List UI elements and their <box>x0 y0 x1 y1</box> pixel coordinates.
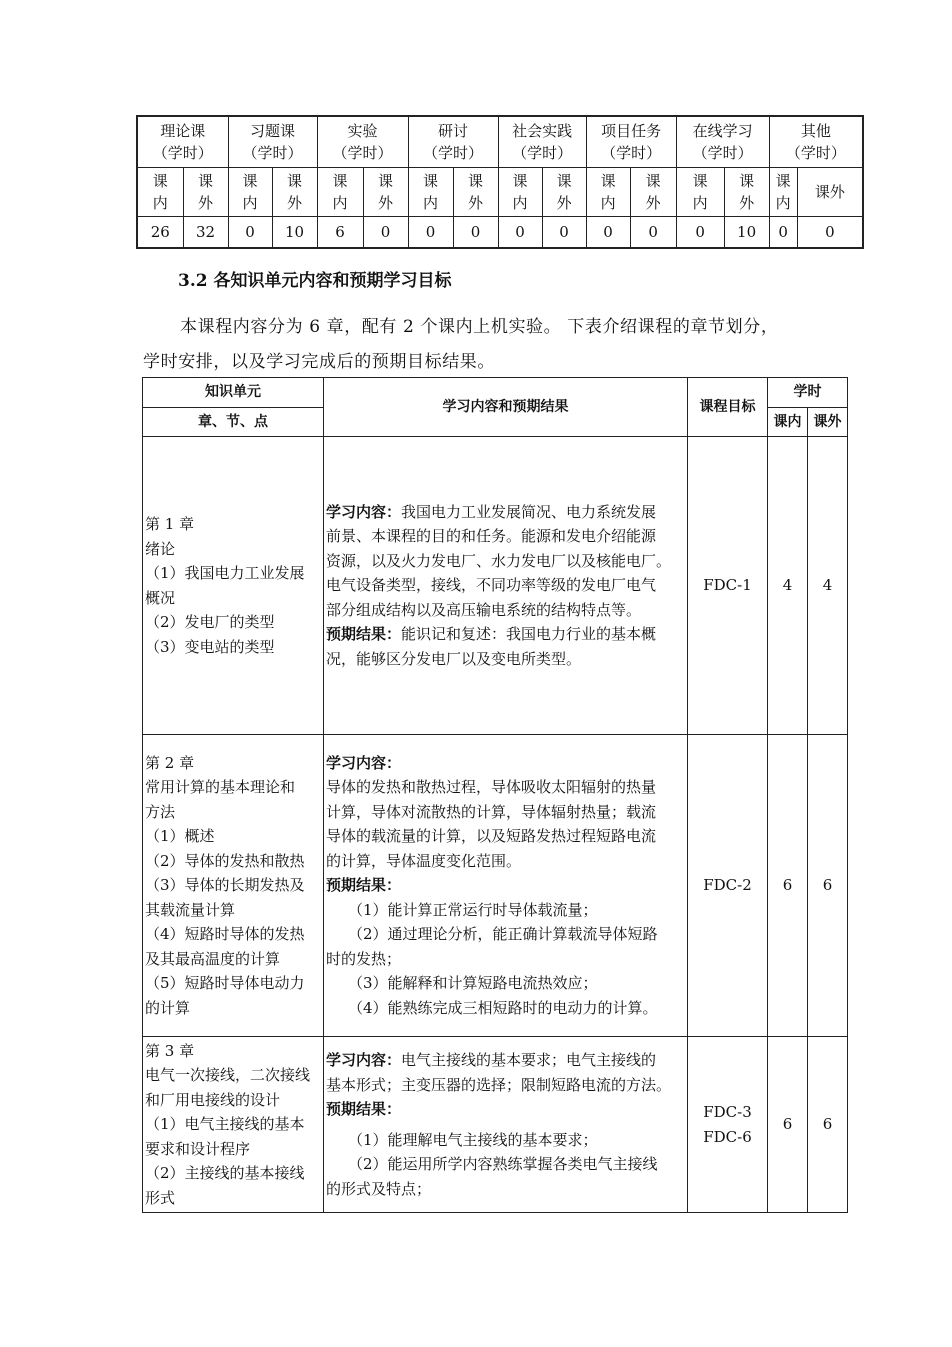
content-line <box>326 751 685 776</box>
header-unit-sub: 章、节、点 <box>143 408 324 437</box>
unit-row <box>143 1037 848 1213</box>
hours-sub-out: 课 外 <box>630 168 676 217</box>
hours-sub-out: 课 外 <box>453 168 498 217</box>
header-goal: 课程目标 <box>688 378 768 437</box>
content-text: 电气主接线的基本要求；电气主接线的 <box>401 1051 657 1069</box>
header-hours: 学时 <box>768 378 848 408</box>
intro-paragraph-line: 本课程内容分为 6 章，配有 2 个课内上机实验。 下表介绍课程的章节划分， <box>180 317 779 337</box>
units-header-row <box>143 378 848 408</box>
chapter-line: 第 3 章 <box>145 1041 195 1060</box>
content-label: 预期结果： <box>326 625 402 644</box>
hours-table <box>136 115 864 249</box>
chapter-line: 常用计算的基本理论和 <box>145 778 296 797</box>
hours-sub-out: 课 外 <box>272 168 317 217</box>
goal-code: FDC-1 <box>703 576 752 595</box>
chapter-line: （2）主接线的基本接线 <box>145 1164 305 1183</box>
chapter-cell <box>143 735 324 1037</box>
chapter-line: 的计算 <box>145 998 191 1017</box>
content-line <box>326 1097 685 1122</box>
hours-category-row <box>137 116 863 168</box>
hours-value-row <box>137 217 863 249</box>
hours-sub-in: 课 内 <box>498 168 542 217</box>
goal-code: FDC-3 <box>703 1103 752 1121</box>
content-line: （1）能计算正常运行时导体载流量； <box>348 900 598 919</box>
unit-row <box>143 735 848 1037</box>
content-line: （2）能运用所学内容熟练掌握各类电气主接线 <box>348 1155 658 1173</box>
chapter-line: 第 1 章 <box>145 515 195 533</box>
chapter-line: 电气一次接线，二次接线 <box>145 1066 311 1085</box>
content-line: 时的发热； <box>326 949 402 968</box>
hours-value: 0 <box>630 217 676 249</box>
hours-sub-out: 课 外 <box>363 168 408 217</box>
goal-cell <box>688 735 768 1037</box>
hours-out-cell: 6 <box>808 1037 848 1213</box>
chapter-line: （4）短路时导体的发热 <box>145 925 305 944</box>
header-hours-out: 课外 <box>808 408 848 437</box>
content-text: 能识记和复述：我国电力行业的基本概 <box>401 625 657 644</box>
content-line: 部分组成结构以及高压输电系统的结构特点等。 <box>326 600 642 619</box>
hours-value: 0 <box>498 217 542 249</box>
chapter-line: （2）发电厂的类型 <box>145 613 275 631</box>
hours-sub-in: 课 内 <box>586 168 630 217</box>
hours-sub-out: 课 外 <box>183 168 228 217</box>
unit-row <box>143 437 848 735</box>
content-line: （3）能解释和计算短路电流热效应； <box>348 974 598 993</box>
chapter-line: 形式 <box>145 1188 176 1207</box>
content-line <box>326 500 685 525</box>
hours-sub-in: 课 内 <box>676 168 724 217</box>
hours-category: 研讨 （学时） <box>408 116 498 168</box>
header-content: 学习内容和预期结果 <box>324 378 688 437</box>
goal-code: FDC-6 <box>703 1127 752 1146</box>
content-line: 计算，导体对流散热的计算，导体辐射热量；载流 <box>326 802 657 821</box>
hours-value: 0 <box>586 217 630 249</box>
chapter-line: （5）短路时导体电动力 <box>145 974 305 993</box>
hours-sub-in: 课 内 <box>408 168 453 217</box>
intro-paragraph-line: 学时安排，以及学习完成后的预期目标结果。 <box>143 352 495 372</box>
content-line: 的形式及特点； <box>326 1179 432 1198</box>
hours-category: 理论课 （学时） <box>137 116 228 168</box>
chapter-line: （1）电气主接线的基本 <box>145 1115 305 1134</box>
hours-value: 6 <box>317 217 363 249</box>
hours-value: 0 <box>363 217 408 249</box>
chapter-cell <box>143 1037 324 1213</box>
content-label: 预期结果： <box>326 876 402 895</box>
hours-value: 0 <box>676 217 724 249</box>
hours-value: 10 <box>272 217 317 249</box>
hours-category: 社会实践 （学时） <box>498 116 586 168</box>
hours-subheader-row <box>137 168 863 217</box>
content-line: 基本形式；主变压器的选择；限制短路电流的方法。 <box>326 1075 672 1094</box>
content-line <box>326 1048 685 1073</box>
hours-category: 实验 （学时） <box>317 116 408 168</box>
content-line: （2）通过理论分析，能正确计算载流导体短路 <box>348 925 658 944</box>
chapter-line: 方法 <box>145 802 176 821</box>
chapter-line: 概况 <box>145 588 176 607</box>
content-label: 学习内容： <box>326 502 402 521</box>
hours-value: 0 <box>228 217 272 249</box>
hours-value: 0 <box>797 217 863 249</box>
goal-cell <box>688 1037 768 1213</box>
content-label: 预期结果： <box>326 1100 402 1118</box>
hours-sub-in: 课 内 <box>228 168 272 217</box>
chapter-line: 第 2 章 <box>145 753 195 772</box>
hours-category: 在线学习 （学时） <box>676 116 769 168</box>
content-line: 导体的载流量的计算，以及短路发热过程短路电流 <box>326 827 657 846</box>
hours-category: 项目任务 （学时） <box>586 116 676 168</box>
hours-category: 其他 （学时） <box>769 116 863 168</box>
hours-sub-in: 课 内 <box>769 168 797 217</box>
hours-value: 26 <box>137 217 183 249</box>
content-line <box>326 622 685 647</box>
goal-cell <box>688 437 768 735</box>
hours-value: 32 <box>183 217 228 249</box>
hours-sub-out: 课外 <box>797 168 863 217</box>
chapter-line: （1）我国电力工业发展 <box>145 564 305 582</box>
hours-in-cell: 6 <box>768 735 808 1037</box>
chapter-line: （1）概述 <box>145 827 215 846</box>
content-line: （1）能理解电气主接线的基本要求； <box>348 1130 598 1149</box>
content-label: 学习内容： <box>326 753 402 772</box>
content-line: 资源，以及火力发电厂、水力发电厂以及核能电厂。 <box>326 551 672 570</box>
hours-category: 习题课 （学时） <box>228 116 317 168</box>
chapter-line: （3）变电站的类型 <box>145 637 275 656</box>
hours-in-cell: 6 <box>768 1037 808 1213</box>
hours-out-cell: 4 <box>808 437 848 735</box>
content-line: 况，能够区分发电厂以及变电所类型。 <box>326 649 582 668</box>
hours-sub-in: 课 内 <box>317 168 363 217</box>
chapter-line: 要求和设计程序 <box>145 1139 251 1158</box>
content-cell <box>324 1037 688 1213</box>
content-cell <box>324 437 688 735</box>
chapter-cell <box>143 437 324 735</box>
hours-value: 0 <box>453 217 498 249</box>
chapter-line: 及其最高温度的计算 <box>145 949 281 968</box>
hours-value: 0 <box>542 217 586 249</box>
content-line: 电气设备类型，接线，不同功率等级的发电厂电气 <box>326 576 657 595</box>
hours-value: 10 <box>724 217 769 249</box>
content-text: 我国电力工业发展简况、电力系统发展 <box>401 502 657 521</box>
hours-value: 0 <box>408 217 453 249</box>
chapter-line: 和厂用电接线的设计 <box>145 1090 281 1109</box>
hours-value: 0 <box>769 217 797 249</box>
content-cell <box>324 735 688 1037</box>
content-label: 学习内容： <box>326 1051 402 1069</box>
chapter-line: 绪论 <box>145 539 176 558</box>
header-hours-in: 课内 <box>768 408 808 437</box>
content-line: 导体的发热和散热过程，导体吸收太阳辐射的热量 <box>326 778 657 797</box>
goal-code: FDC-2 <box>703 876 752 895</box>
chapter-line: 其载流量计算 <box>145 900 236 919</box>
section-heading: 3.2 各知识单元内容和预期学习目标 <box>178 271 452 291</box>
knowledge-units-table <box>142 377 848 1213</box>
hours-sub-out: 课 外 <box>724 168 769 217</box>
hours-in-cell: 4 <box>768 437 808 735</box>
hours-sub-out: 课 外 <box>542 168 586 217</box>
header-unit: 知识单元 <box>143 378 324 408</box>
chapter-line: （2）导体的发热和散热 <box>145 851 305 870</box>
content-line: （4）能熟练完成三相短路时的电动力的计算。 <box>348 998 658 1017</box>
chapter-line: （3）导体的长期发热及 <box>145 876 305 895</box>
content-line: 的计算，导体温度变化范围。 <box>326 851 522 870</box>
hours-out-cell: 6 <box>808 735 848 1037</box>
hours-sub-in: 课 内 <box>137 168 183 217</box>
content-line: 前景、本课程的目的和任务。能源和发电介绍能源 <box>326 527 657 546</box>
content-line <box>326 873 685 898</box>
